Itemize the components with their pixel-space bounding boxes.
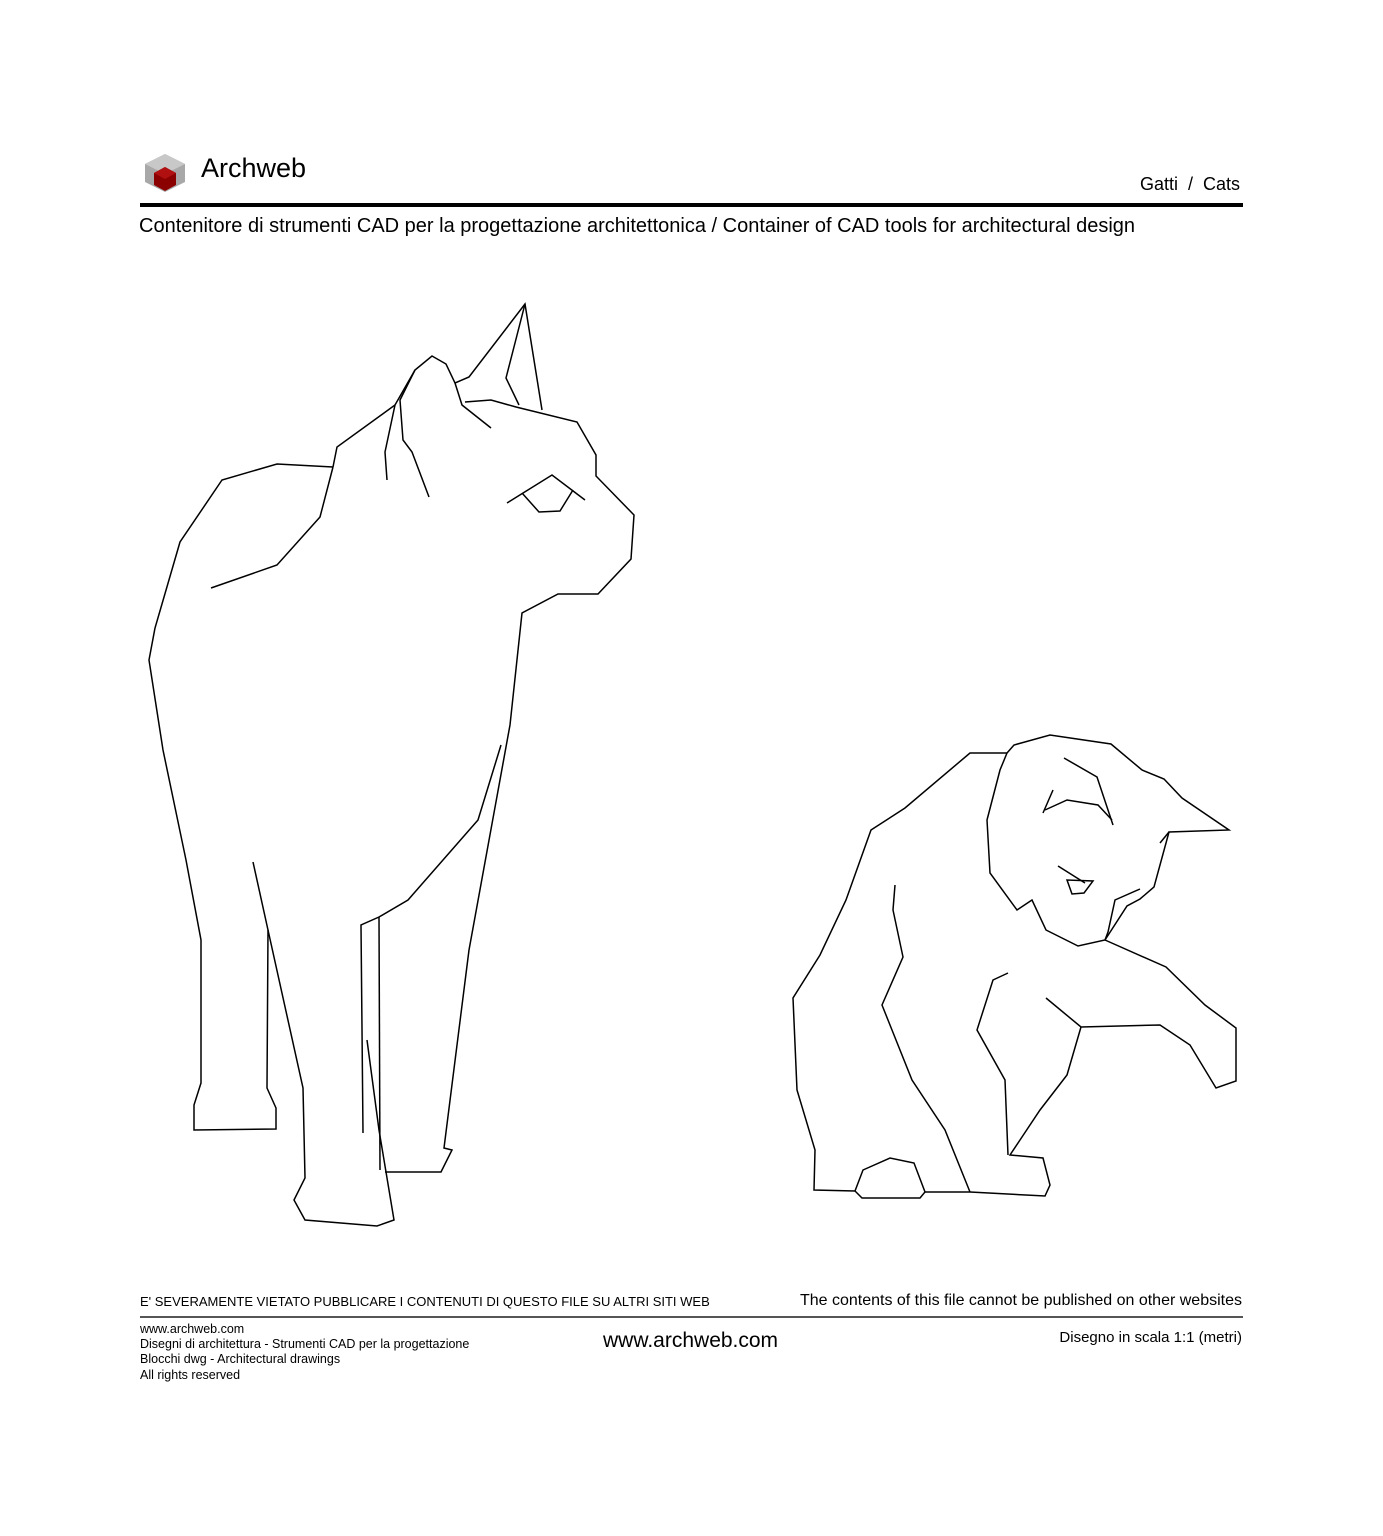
footer-line: Blocchi dwg - Architectural drawings [140, 1352, 341, 1366]
scale-note: Disegno in scala 1:1 (metri) [1059, 1329, 1242, 1346]
footer-line: www.archweb.com [140, 1322, 245, 1336]
playing-kitten [793, 735, 1236, 1198]
copyright-warning-italian: E' SEVERAMENTE VIETATO PUBBLICARE I CONTENUTI DI QUESTO FILE SU ALTRI SITI WEB [140, 1294, 710, 1309]
website-link[interactable]: www.archweb.com [603, 1329, 779, 1352]
copyright-warning-english: The contents of this file cannot be published on other websites [799, 1292, 1242, 1309]
subtitle: Contenitore di strumenti CAD per la progettazione architettonica / Container of CAD tools for architectural design [139, 215, 1136, 237]
drawing-title: Gatti / Cats [1139, 174, 1240, 194]
footer-line: Disegni di architettura - Strumenti CAD per la progettazione [140, 1337, 470, 1351]
brand-name: Archweb [201, 153, 307, 183]
standing-cat [149, 304, 634, 1226]
footer-line: All rights reserved [140, 1368, 241, 1382]
footer-divider [140, 1316, 1243, 1318]
